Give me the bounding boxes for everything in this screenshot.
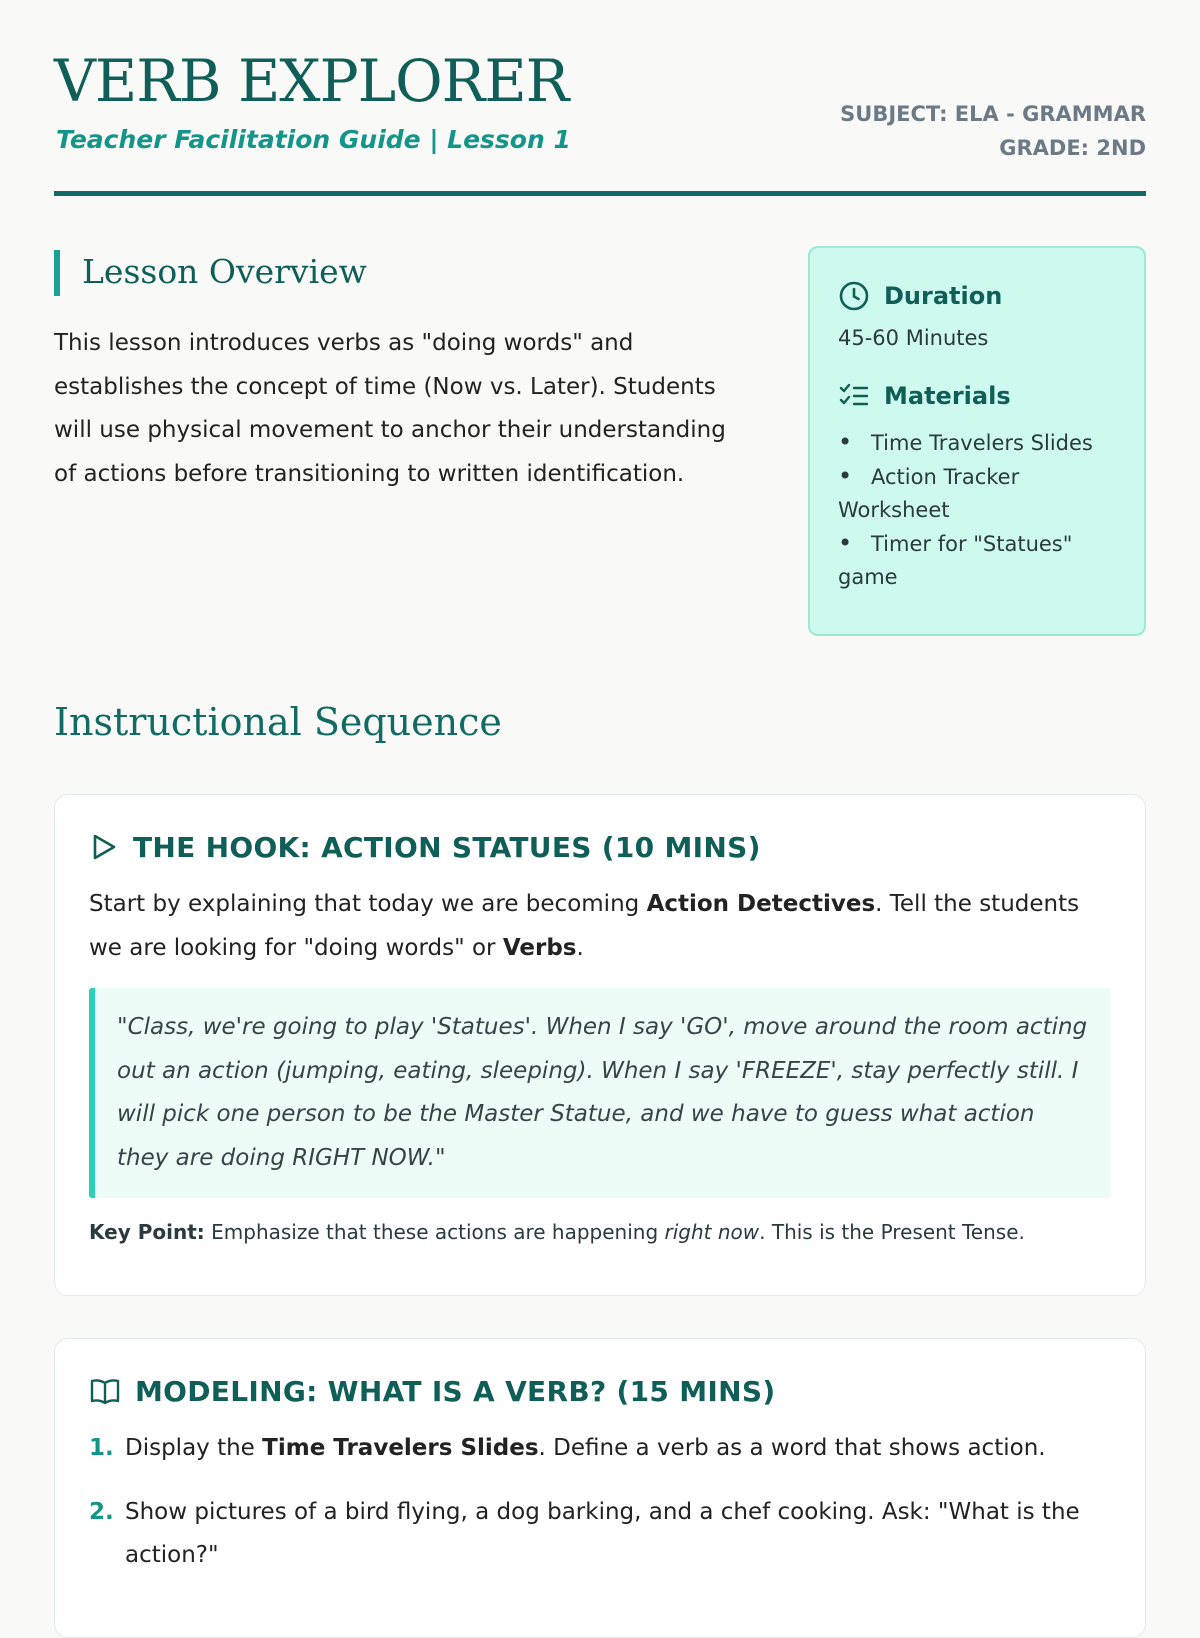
list-item [89,1491,1111,1578]
step-text [125,1427,1046,1471]
book-icon [89,1376,121,1406]
materials-list [838,426,1116,594]
step-text-part: Show pictures of a bird flying, a dog barking, and a chef cooking. Ask: "What is the action?" [125,1498,1080,1568]
sequence-heading: Instructional Sequence [54,700,502,744]
play-icon [89,832,119,862]
duration-label: Duration [884,282,1003,310]
hook-title: THE HOOK: ACTION STATUES (10 MINS) [133,830,761,864]
materials-label: Materials [884,382,1011,410]
page-header [54,0,1146,196]
lesson-meta [840,97,1146,165]
step-text-bold: Time Travelers Slides [262,1435,539,1461]
materials-item: • Time Travelers Slides [838,426,1116,460]
hook-body-text: Start by explaining that today we are becoming [89,891,647,917]
subject-label: SUBJECT: ELA - GRAMMAR [840,102,1146,126]
materials-heading [838,378,1116,414]
hook-body-bold: Action Detectives [646,891,876,917]
modeling-card [54,1338,1146,1638]
modeling-heading [89,1371,1111,1411]
step-text-part: . Define a verb as a word that shows action. [538,1435,1046,1461]
key-point-label: Key Point: [89,1220,205,1244]
clock-icon [838,280,870,312]
checklist-icon [838,380,870,412]
list-item [89,1427,1111,1471]
materials-item: • Action Tracker Worksheet [838,460,1116,527]
modeling-title: MODELING: WHAT IS A VERB? (15 MINS) [135,1374,776,1408]
hook-body-bold: Verbs [502,934,577,961]
grade-label: GRADE: 2ND [999,136,1146,160]
modeling-steps [89,1427,1111,1578]
key-point-italic: right now [664,1220,760,1244]
page-title: VERB EXPLORER [54,47,569,115]
key-point-text: . This is the Present Tense. [759,1220,1025,1244]
step-number: 2. [89,1498,114,1525]
hook-body [89,883,1111,970]
hook-body-text: . [576,934,584,961]
page-subtitle: Teacher Facilitation Guide | Lesson 1 [56,125,571,154]
step-text-part: Display the [125,1435,263,1461]
step-number: 1. [89,1435,114,1461]
overview-heading: Lesson Overview [54,250,367,296]
duration-value: 45-60 Minutes [838,326,989,350]
lesson-info-box [808,246,1146,636]
hook-heading [89,827,1111,867]
duration-heading [838,278,1116,314]
teacher-script-quote: "Class, we're going to play 'Statues'. When I say 'GO', move around the room acting out an action (jumping, eating, sleeping). When I say 'FREEZE', stay perfectly still. I will pick one person to be the Master Statue, and we have to guess what action they are doing RIGHT NOW." [89,988,1111,1198]
key-point [89,1216,1111,1248]
key-point-text: Emphasize that these actions are happening [204,1220,665,1244]
lesson-overview [54,196,1146,636]
hook-card [54,794,1146,1296]
overview-text: This lesson introduces verbs as "doing words" and establishes the concept of time (Now vs. Later). Students will use physical movement to anchor their understanding of actions before transitioning to written identification. [54,330,726,487]
hook-body-text: . Tell the students we are looking for "doing words" or [89,891,1080,961]
step-text [125,1491,1111,1578]
materials-item: • Timer for "Statues" game [838,527,1116,594]
